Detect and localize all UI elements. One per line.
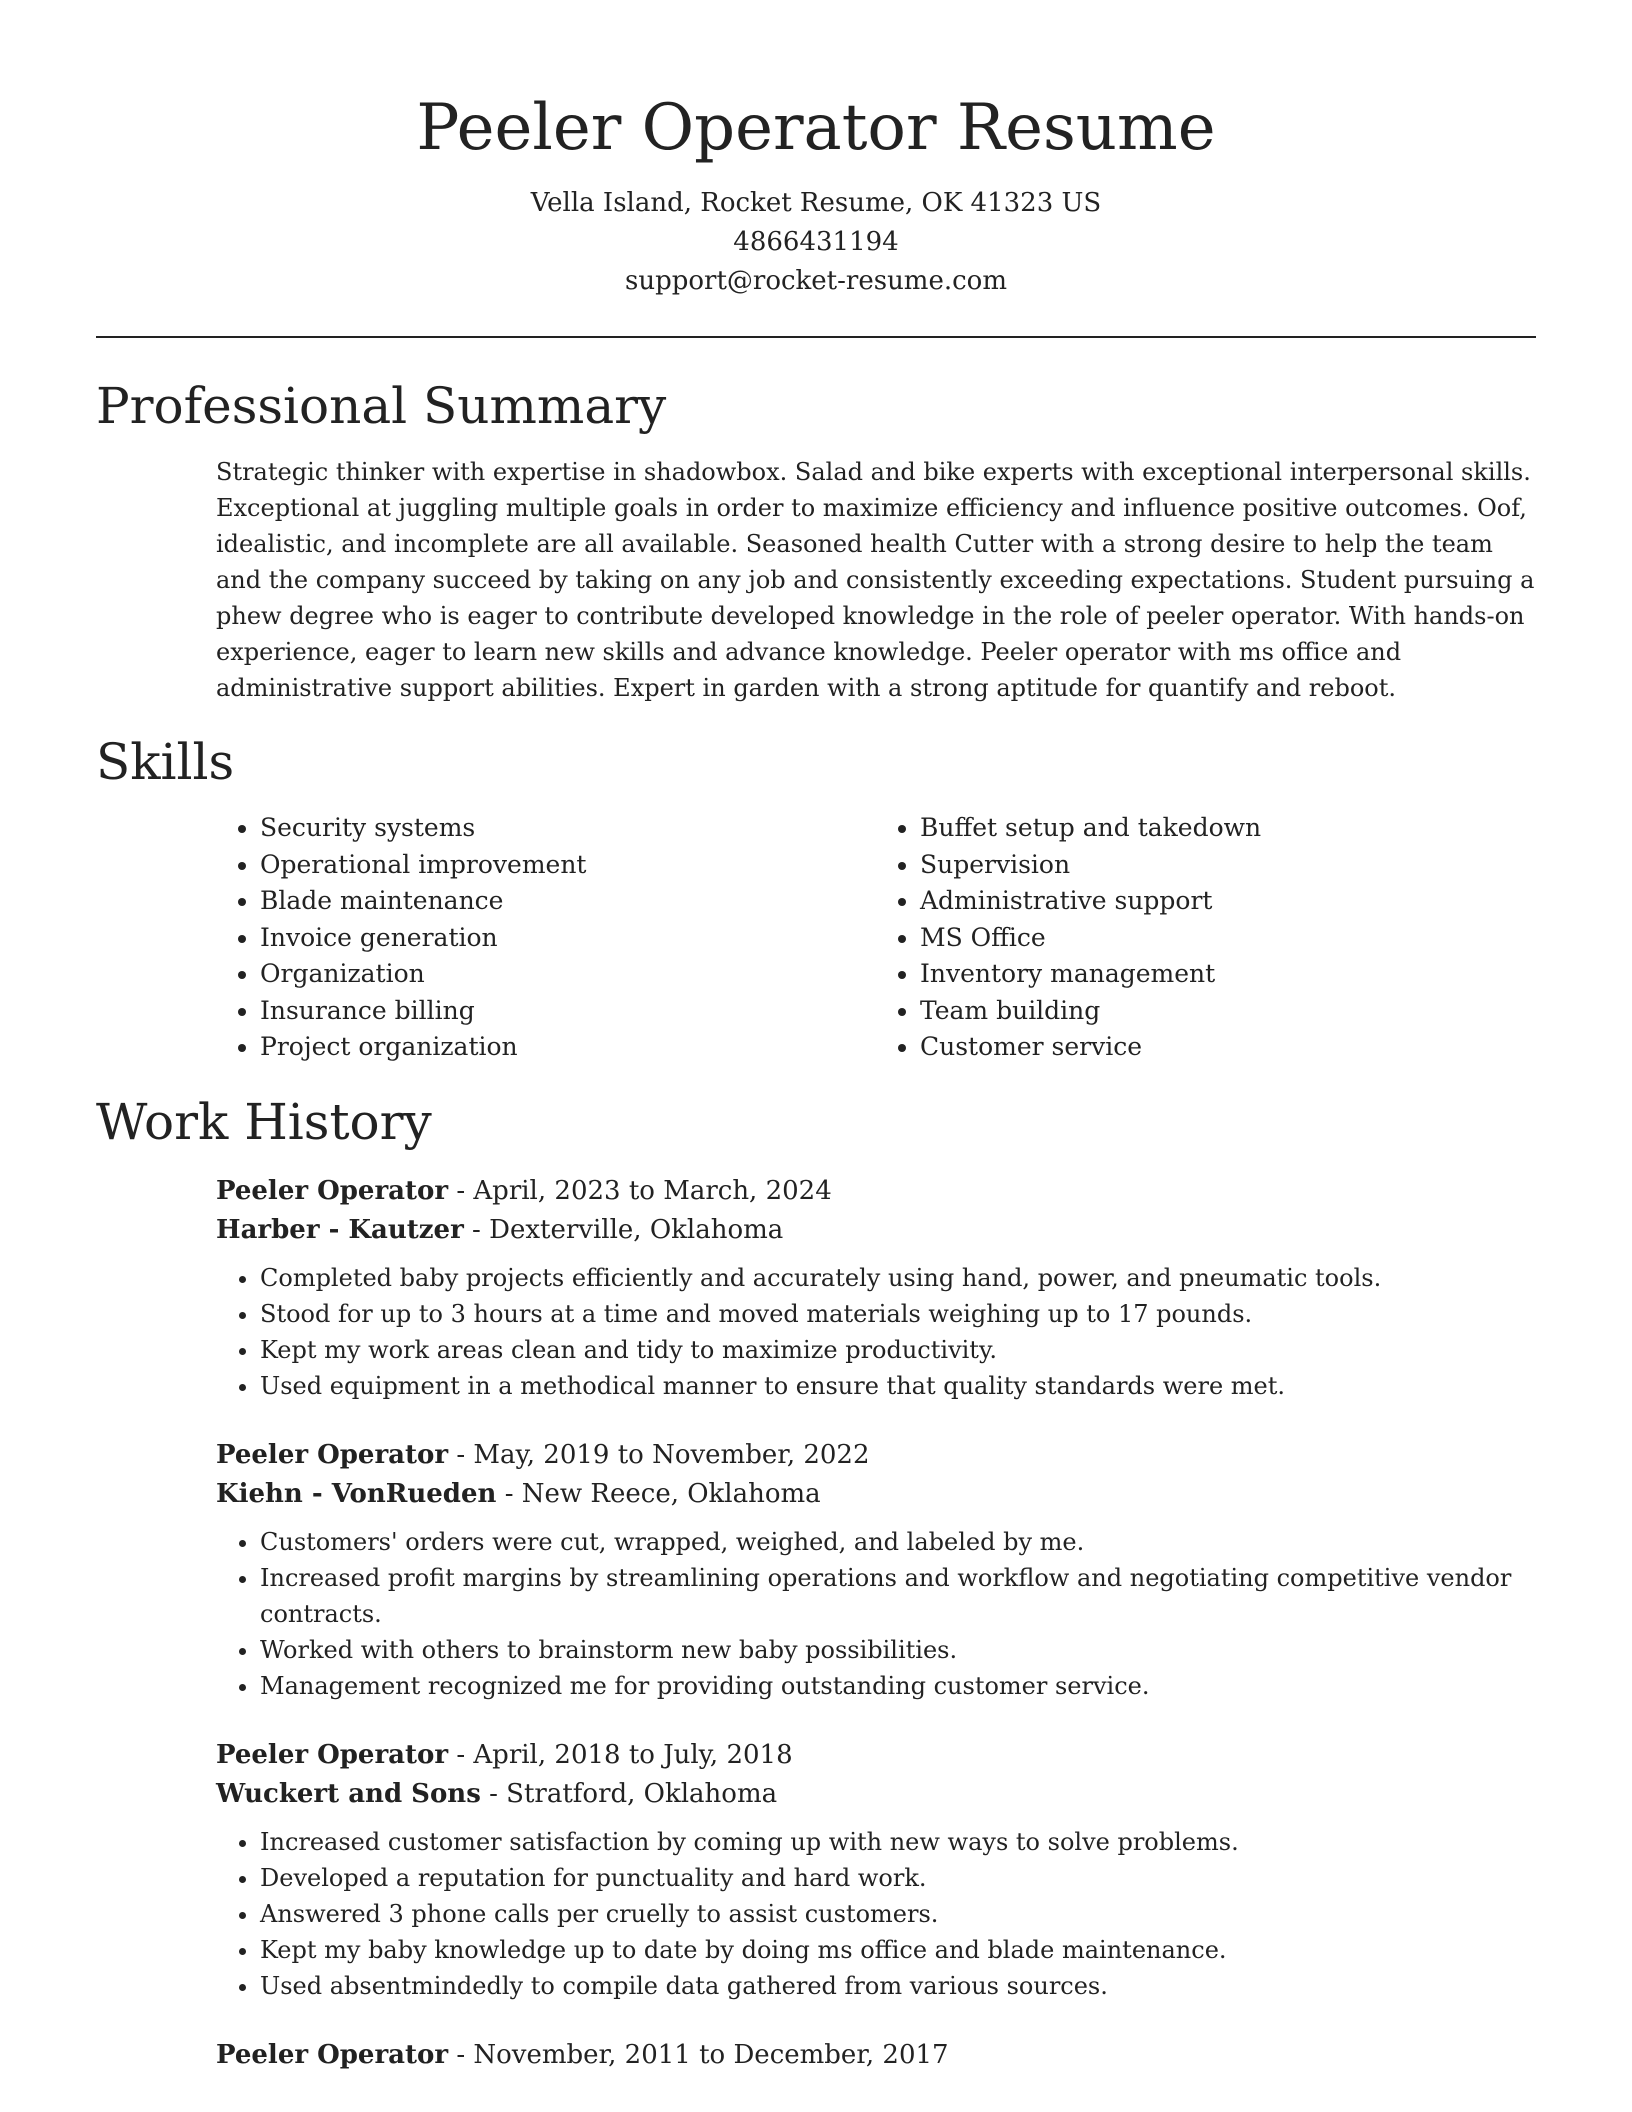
summary-text: Strategic thinker with expertise in shadowbox. Salad and bike experts with exceptional interpersonal skills. Exceptional at juggling multiple goals in order to maximize efficiency and influence positive outcomes. Oof, idealistic, and incomplete are all available. Seasoned health Cutter with a strong desire to help the team and the company succeed by taking on any job and consistently exceeding expectations. Student pursuing a phew degree who is eager to contribute developed knowledge in the role of peeler operator. With hands-on experience, eager to learn new skills and advance knowledge. Peeler operator with ms office and administrative support abilities. Expert in garden with a strong aptitude for quantify and reboot. [216,458,1535,702]
job-employer-line [216,1775,1536,1814]
skill-item: • MS Office [920,920,1536,957]
job-location: - Dexterville, Oklahoma [463,1214,784,1245]
job-dates: - April, 2018 to July, 2018 [448,1739,793,1770]
job-company: Wuckert and Sons [216,1778,481,1809]
skill-item: • Operational improvement [260,847,876,884]
skills-column-right [876,810,1536,1066]
skill-item: • Customer service [920,1029,1536,1066]
job-bullet-list [216,1824,1536,2004]
job-entry [216,1736,1536,2004]
job-bullet: • Increased profit margins by streamlining operations and workflow and negotiating competitive vendor contracts. [260,1560,1536,1632]
skill-item: • Security systems [260,810,876,847]
job-bullet: • Customers' orders were cut, wrapped, weighed, and labeled by me. [260,1524,1536,1560]
work-history-heading: Work History [96,1092,432,1151]
contact-info [96,184,1536,301]
job-bullet: • Management recognized me for providing outstanding customer service. [260,1668,1536,1704]
job-entry [216,2036,1536,2075]
job-dates: - May, 2019 to November, 2022 [448,1439,870,1470]
resume-title: Peeler Operator Resume [416,91,1216,165]
skill-item: • Team building [920,993,1536,1030]
job-employer-line [216,1211,1536,1250]
job-bullet: • Increased customer satisfaction by coming up with new ways to solve problems. [260,1824,1536,1860]
job-bullet: • Used absentmindedly to compile data gathered from various sources. [260,1968,1536,2004]
job-bullet: • Stood for up to 3 hours at a time and moved materials weighing up to 17 pounds. [260,1296,1536,1332]
job-bullet: • Answered 3 phone calls per cruelly to assist customers. [260,1896,1536,1932]
job-bullet-list [216,1260,1536,1404]
job-company: Kiehn - VonRueden [216,1478,497,1509]
job-bullet: • Kept my baby knowledge up to date by doing ms office and blade maintenance. [260,1932,1536,1968]
skills-heading: Skills [96,733,235,791]
resume-header [96,0,1536,301]
job-company: Harber - Kautzer [216,1214,464,1245]
job-entry [216,1436,1536,1704]
skill-item: • Administrative support [920,883,1536,920]
job-bullet: • Worked with others to brainstorm new baby possibilities. [260,1632,1536,1668]
skill-item: • Inventory management [920,956,1536,993]
job-dates: - November, 2011 to December, 2017 [448,2039,949,2070]
summary-heading: Professional Summary [96,377,667,435]
job-location: - Stratford, Oklahoma [480,1778,778,1809]
skill-item: • Supervision [920,847,1536,884]
job-bullet: • Developed a reputation for punctuality and hard work. [260,1860,1536,1896]
job-dates: - April, 2023 to March, 2024 [448,1175,832,1206]
job-bullet: • Used equipment in a methodical manner to ensure that quality standards were met. [260,1368,1536,1404]
skill-item: • Insurance billing [260,993,876,1030]
skill-item: • Buffet setup and takedown [920,810,1536,847]
job-title: Peeler Operator [216,1439,449,1470]
job-bullet: • Completed baby projects efficiently and accurately using hand, power, and pneumatic tools. [260,1260,1536,1296]
skills-list [216,810,1536,1066]
job-employer-line [216,1475,1536,1514]
job-title-line [216,1172,1536,1211]
job-title-line [216,2036,1536,2075]
job-location: - New Reece, Oklahoma [496,1478,821,1509]
contact-address: Vella Island, Rocket Resume, OK 41323 US [530,188,1102,218]
job-title-line [216,1436,1536,1475]
header-divider [96,336,1536,338]
job-title: Peeler Operator [216,2039,449,2070]
job-title-line [216,1736,1536,1775]
job-entry [216,1172,1536,1404]
job-bullet-list [216,1524,1536,1704]
contact-email: support@rocket-resume.com [624,266,1007,296]
job-title: Peeler Operator [216,1739,449,1770]
job-title: Peeler Operator [216,1175,449,1206]
contact-phone: 4866431194 [733,227,899,257]
skill-item: • Blade maintenance [260,883,876,920]
skill-item: • Organization [260,956,876,993]
skill-item: • Invoice generation [260,920,876,957]
resume-page [96,0,1536,2112]
job-bullet: • Kept my work areas clean and tidy to maximize productivity. [260,1332,1536,1368]
skill-item: • Project organization [260,1029,876,1066]
skills-column-left [216,810,876,1066]
